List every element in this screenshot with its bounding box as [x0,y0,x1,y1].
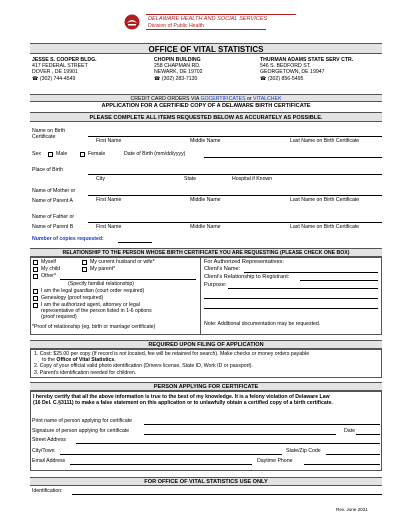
proof-note: *Proof of relationship (eg. birth or marriage certificate) [32,324,156,330]
office-city: DOVER , DE 19901 [32,69,78,76]
required-item-3: 3. Parent's identification needed for children. [34,369,137,376]
agent-line1: I am the authorized agent, attorney or legal [41,302,140,308]
purpose-field-3[interactable] [204,308,378,309]
authorized-agent-checkbox[interactable] [33,303,38,308]
father-middle-caption: Middle Name [190,224,221,230]
agency-name: DELAWARE HEALTH AND SOCIAL SERVICES [148,16,268,22]
office-phone: ☎ (302) 744-4549 [32,75,76,82]
revision-date: Rev. June 2021 [336,507,368,512]
daytime-phone-label: Daytime Phone [257,458,293,464]
payable-suffix: . [114,357,116,364]
city-field[interactable] [60,454,282,455]
other-label: Other* [41,273,56,279]
agent-line2: representative of the person listed in 1-6 options [41,308,152,315]
credit-card-prefix: CREDIT CARD ORDERS VIA [130,96,201,102]
payable-prefix: to the [42,357,57,364]
purpose-field-2[interactable] [204,298,378,299]
applicant-bar [30,382,382,391]
agency-rule-top [146,14,296,15]
relationship-bar [30,248,382,257]
print-name-label: Print name of person applying for certificate [32,418,133,424]
office-georgetown [260,57,382,82]
applicant-title: PERSON APPLYING FOR CERTIFICATE [153,384,259,390]
other-field[interactable] [60,279,196,280]
division-name: Division of Public Health [148,23,204,29]
office-use-title: FOR OFFICE OF VITAL STATISTICS USE ONLY [144,479,268,485]
mother-label-line1: Name of Mother or [32,188,76,194]
husband-wife-label: My current husband or wife* [90,259,155,265]
myself-checkbox[interactable] [33,260,38,265]
state-zip-field[interactable] [326,454,380,455]
mother-middle-caption: Middle Name [190,197,221,203]
street-label: Street Address [32,437,67,443]
sex-female-checkbox[interactable] [80,152,85,157]
dhss-logo [124,14,140,30]
vitalchek-link[interactable]: VITALCHEK [253,96,282,102]
identification-label: Identification: [32,488,63,494]
name-on-birth-label [32,128,65,140]
name-label-line1: Name on Birth [32,128,66,134]
hospital-caption: Hospital if Known [232,176,273,182]
office-phone: ☎ (302) 856-5495 [260,75,304,82]
application-title: APPLICATION FOR A CERTIFIED COPY OF A DELAWARE BIRTH CERTIFICATE [101,103,311,109]
sex-label: Sex [32,151,41,157]
additional-docs-note: Note: Additional documentation may be requested. [204,321,321,327]
sex-male-checkbox[interactable] [48,152,53,157]
legal-guardian-checkbox[interactable] [33,289,38,294]
credit-card-bar [30,94,382,102]
mother-first-caption: First Name [96,197,122,203]
myself-label: Myself [41,259,56,265]
office-city: GEORGETOWN, DE 19947 [260,69,325,76]
father-first-caption: First Name [96,224,122,230]
place-of-birth-field[interactable] [88,174,382,175]
complete-all-bar [30,112,382,122]
client-name-field[interactable] [244,272,378,273]
signature-label: Signature of person applying for certificate [32,428,130,434]
authorized-agent-label [41,302,152,321]
state-zip-label: State/Zip Code [286,448,321,454]
mother-last-caption: Last Name on Birth Certificate [290,197,360,203]
last-name-caption: Last Name on Birth Certificate [290,138,360,144]
office-newark [154,57,254,82]
certification-line2: (16 Del. C.§3111) to make a false statement on this application or to unlawfully obtain a certified copy of a birth certificate. [33,400,333,407]
copies-label: Number of copies requested: [32,236,104,242]
purpose-field[interactable] [228,288,378,289]
purpose-label: Purpose: [204,282,227,288]
credit-card-or: or [245,96,254,102]
father-label-line2: Name of Parent B [32,224,74,230]
copies-field[interactable] [118,242,152,243]
print-name-field[interactable] [144,424,380,425]
email-field[interactable] [70,464,252,465]
father-last-caption: Last Name on Birth Certificate [290,224,360,230]
city-label: City/Town [32,448,55,454]
legal-guardian-label: I am the legal guardian (court order required) [41,288,145,294]
office-street: 417 FEDERAL STREET [32,63,88,70]
relationship-title: RELATIONSHIP TO THE PERSON WHOSE BIRTH CERTIFICATE YOU ARE REQUESTING (PLEASE CHECK ONE BOX) [62,250,350,256]
required-list [34,351,380,376]
office-street: 258 CHAPMAN RD. [154,63,201,70]
required-item-2: 2. Copy of your official valid photo identification (Drivers license, State ID, Work ID or passport). [34,363,253,370]
state-caption: State [184,176,197,182]
first-name-caption: First Name [96,138,122,144]
dob-field[interactable] [204,157,382,158]
office-phone: ☎ (302) 283-7130 [154,75,198,82]
dob-label: Date of Birth (mm/dd/yyyy) [124,151,186,157]
certification-text [33,394,381,406]
gocertificates-link[interactable]: GOCERTIFICATES [200,96,246,102]
sex-female-label: Female [88,151,106,157]
my-child-label: My child [41,266,61,272]
credit-card-text [30,95,382,103]
signature-field[interactable] [144,434,336,435]
email-label: Email Address [32,458,66,464]
genealogy-label: Genealogy (proof required) [41,295,104,301]
name-label-line2: Certificate [32,134,56,141]
city-caption: City [96,176,105,182]
specify-caption: (Specify familial relationship) [68,281,135,287]
other-checkbox[interactable] [33,274,38,279]
certification-line1: I hereby certify that all the above information is true to the best of my knowledge. It is a felony violation of Delaware Law [33,394,330,400]
office-street: 546 S. BEDFORD ST. [260,63,311,70]
agent-line3: (proof required) [41,314,77,321]
required-bar [30,340,382,349]
husband-wife-checkbox[interactable] [82,260,87,265]
office-title: OFFICE OF VITAL STATISTICS [148,45,264,54]
client-relationship-field[interactable] [300,280,378,281]
office-name: THURMAN ADAMS STATE SERV CTR. [260,57,354,63]
name-on-birth-field[interactable] [88,136,382,137]
office-name: JESSE S. COOPER BLDG. [32,57,97,63]
mother-name-field[interactable] [88,195,382,196]
auth-reps-label: For Authorized Representatives: [204,259,284,265]
sex-male-label: Male [56,151,68,157]
date-field[interactable] [356,434,380,435]
my-parent-label: My parent* [90,266,116,272]
mother-label-line2: Name of Parent A [32,198,73,204]
daytime-phone-field[interactable] [304,464,380,465]
identification-field [72,494,382,495]
office-title-bar [30,43,382,54]
father-name-field[interactable] [88,222,382,223]
required-title: REQUIRED UPON FILING OF APPLICATION [148,342,264,348]
place-of-birth-label: Place of Birth [32,167,63,173]
office-dover [32,57,142,82]
office-use-bar [30,477,382,486]
my-parent-checkbox[interactable] [82,267,87,272]
father-label-line1: Name of Father or [32,214,75,220]
complete-all-text: PLEASE COMPLETE ALL ITEMS REQUESTED BELOW AS ACCURATELY AS POSSIBLE. [89,115,323,121]
relationship-divider [200,257,201,335]
client-name-label: Client's Name: [204,266,241,272]
payable-office: Office of Vital Statistics [56,357,115,364]
office-name: CHOPIN BUILDING [154,57,201,63]
date-label: Date [344,428,355,434]
office-city: NEWARK, DE 19702 [154,69,203,76]
my-child-checkbox[interactable] [33,267,38,272]
middle-name-caption: Middle Name [190,138,221,144]
genealogy-checkbox[interactable] [33,296,38,301]
client-relationship-label: Client's Relationship to Registrant: [204,274,290,280]
street-field[interactable] [76,443,380,444]
required-item-1: 1. Cost: $25.00 per copy (If record is not located, fee will be retained for search). Make checks or money orders payable [34,351,310,357]
